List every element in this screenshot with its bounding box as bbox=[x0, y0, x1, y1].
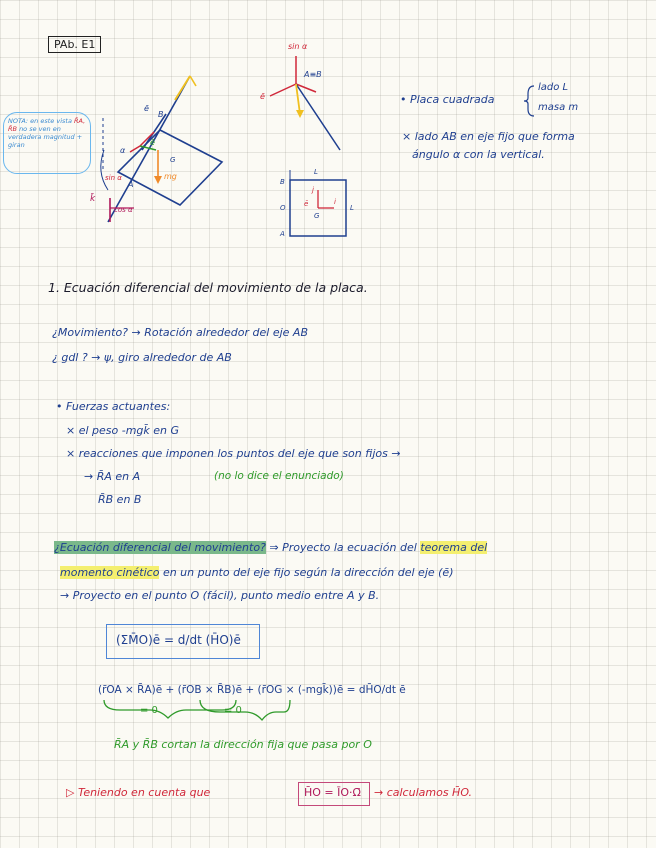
label-j-square: j bbox=[312, 186, 314, 194]
label-l-right: L bbox=[350, 204, 354, 212]
theorem-b: momento cinético bbox=[60, 566, 160, 579]
equation-line-2 bbox=[60, 566, 454, 579]
zero-term-1: = 0 bbox=[140, 705, 158, 716]
equation-line-1 bbox=[54, 541, 487, 554]
label-e-top: ē bbox=[260, 92, 265, 101]
label-a-square: A bbox=[280, 230, 285, 238]
label-o-square: O bbox=[280, 204, 286, 212]
label-a-left: A bbox=[128, 180, 134, 189]
movement-question: ¿Movimiento? → Rotación alrededor del eje AB bbox=[52, 326, 308, 339]
note-vectors: R̄A, R̄B bbox=[8, 117, 86, 133]
equation-line-2-rest: en un punto del eje fijo según la dirección del eje (ē) bbox=[162, 566, 454, 579]
label-e-green: ē bbox=[150, 138, 155, 147]
axis-description-1: × lado AB en eje fijo que forma bbox=[402, 130, 575, 143]
label-i-square: i bbox=[334, 198, 336, 206]
label-b-left: B bbox=[158, 110, 164, 119]
plate-description: • Placa cuadrada bbox=[400, 93, 495, 106]
note-suffix: no se ven en verdadera magnitud + giran bbox=[8, 125, 83, 149]
zero-term-2: = 0 bbox=[224, 705, 242, 716]
label-g-square: G bbox=[314, 212, 320, 220]
reaction-note: (no lo dice el enunciado) bbox=[214, 470, 344, 482]
plate-side: lado L bbox=[538, 82, 569, 93]
equation-project: ⇒ Proyecto la ecuación del bbox=[269, 541, 417, 554]
equation-line-3: → Proyecto en el punto O (fácil), punto medio entre A y B. bbox=[60, 589, 380, 602]
label-sin-alpha-left: sin α bbox=[105, 174, 122, 182]
plate-outline bbox=[118, 130, 222, 205]
label-a-eq-b: A≡B bbox=[304, 70, 322, 79]
force-weight: × el peso -mgk̄ en G bbox=[66, 424, 180, 437]
equation-question: ¿Ecuación diferencial del movimiento? bbox=[54, 541, 266, 554]
label-k-vector: k̄ bbox=[90, 194, 96, 204]
label-cos-alpha: cos α bbox=[114, 206, 133, 214]
axis-description-2: ángulo α con la vertical. bbox=[412, 148, 545, 161]
label-e-square: ē bbox=[304, 200, 309, 208]
label-e-left: ē bbox=[144, 104, 149, 113]
reaction-a: → R̄A en A bbox=[84, 470, 141, 483]
final-boxed: H̄O = ĪO·Ω̄ bbox=[304, 786, 361, 799]
label-sin-alpha-top: sin α bbox=[288, 42, 308, 51]
final-prefix: ▷ Teniendo en cuenta que bbox=[66, 786, 211, 799]
problem-label: PAb. E1 bbox=[48, 36, 101, 53]
section-heading: 1. Ecuación diferencial del movimiento de la placa. bbox=[48, 280, 368, 295]
label-b-square: B bbox=[280, 178, 285, 186]
cut-direction-note: R̄A y R̄B cortan la dirección fija que pasa por O bbox=[114, 738, 372, 751]
final-suffix: → calculamos H̄O. bbox=[374, 786, 473, 799]
boxed-equation: (ΣM̄O)ē = d/dt (H̄O)ē bbox=[116, 633, 241, 647]
label-alpha: α bbox=[120, 146, 126, 155]
expanded-equation: (r̄OA × R̄A)ē + (r̄OB × R̄B)ē + (r̄OG × (-mgk̄))ē = dH̄O/dt ē bbox=[98, 684, 406, 696]
reaction-b: R̄B en B bbox=[98, 493, 142, 506]
forces-heading: • Fuerzas actuantes: bbox=[56, 400, 171, 413]
force-reactions: × reacciones que imponen los puntos del eje que son fijos → bbox=[66, 447, 401, 460]
theorem-a: teorema del bbox=[420, 541, 488, 554]
label-mg: mg bbox=[164, 172, 177, 181]
gdl-question: ¿ gdl ? → ψ, giro alrededor de AB bbox=[52, 351, 232, 364]
label-l-top: L bbox=[314, 168, 318, 176]
note-prefix: NOTA: en este vista bbox=[8, 117, 72, 125]
plate-mass: masa m bbox=[538, 102, 579, 113]
label-g-left: G bbox=[170, 156, 176, 164]
